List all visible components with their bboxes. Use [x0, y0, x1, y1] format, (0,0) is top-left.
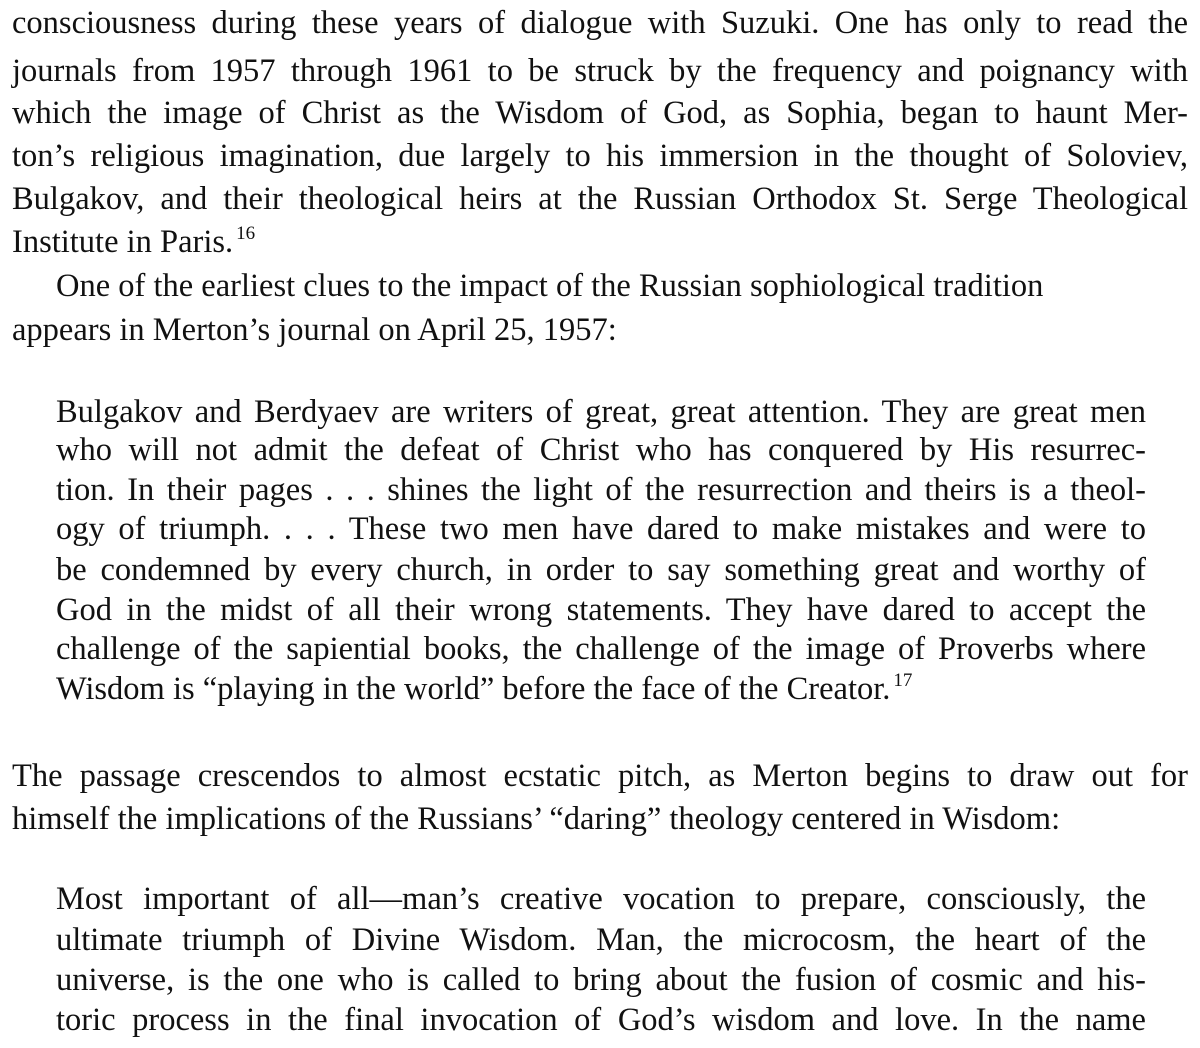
paragraph-1-line-3: which the image of Christ as the Wisdom of God, as Sophia, began to haunt Mer-	[12, 95, 1188, 131]
paragraph-1-line-6	[12, 221, 1188, 264]
quote-1-line-2: who will not admit the defeat of Christ who has conquered by His resurrec-	[56, 432, 1146, 468]
quote-2-line-3: universe, is the one who is called to bring about the fusion of cosmic and his-	[56, 962, 1146, 998]
quote-1-line-8	[56, 668, 1146, 711]
paragraph-3-line-2: himself the implications of the Russians’ “daring” theology centered in Wisdom:	[12, 801, 1061, 837]
paragraph-1-line-2: journals from 1957 through 1961 to be struck by the frequency and poignancy with	[12, 53, 1188, 89]
quote-2-line-1: Most important of all—man’s creative vocation to prepare, consciously, the	[56, 881, 1146, 917]
footnote-ref-16: 16	[236, 222, 256, 244]
paragraph-1-line-5: Bulgakov, and their theological heirs at the Russian Orthodox St. Serge Theological	[12, 181, 1188, 217]
quote-1-line-7: challenge of the sapiential books, the challenge of the image of Proverbs where	[56, 631, 1146, 667]
paragraph-1-line-1: consciousness during these years of dialogue with Suzuki. One has only to read the	[12, 5, 1188, 41]
paragraph-1-line-4: ton’s religious imagination, due largely to his immersion in the thought of Soloviev,	[12, 138, 1188, 174]
quote-1-line-6: God in the midst of all their wrong statements. They have dared to accept the	[56, 592, 1146, 628]
paragraph-1-line-6-text: Institute in Paris.	[12, 224, 234, 260]
quote-1-line-1: Bulgakov and Berdyaev are writers of great, great attention. They are great men	[56, 394, 1146, 430]
quote-1-line-4: ogy of triumph. . . . These two men have dared to make mistakes and were to	[56, 511, 1146, 547]
paragraph-2-line-1: One of the earliest clues to the impact of the Russian sophiological tradition	[56, 268, 1044, 304]
quote-1-line-5: be condemned by every church, in order to say something great and worthy of	[56, 552, 1146, 588]
quote-2-line-2: ultimate triumph of Divine Wisdom. Man, the microcosm, the heart of the	[56, 922, 1146, 958]
quote-2-line-4: toric process in the final invocation of God’s wisdom and love. In the name	[56, 1002, 1146, 1038]
quote-1-line-8-text: Wisdom is “playing in the world” before the face of the Creator.	[56, 671, 891, 707]
footnote-ref-17: 17	[893, 669, 913, 691]
paragraph-2-line-2: appears in Merton’s journal on April 25, 1957:	[12, 312, 617, 348]
quote-1-line-3: tion. In their pages . . . shines the light of the resurrection and theirs is a theol-	[56, 472, 1146, 508]
paragraph-3-line-1: The passage crescendos to almost ecstatic pitch, as Merton begins to draw out for	[12, 758, 1188, 794]
